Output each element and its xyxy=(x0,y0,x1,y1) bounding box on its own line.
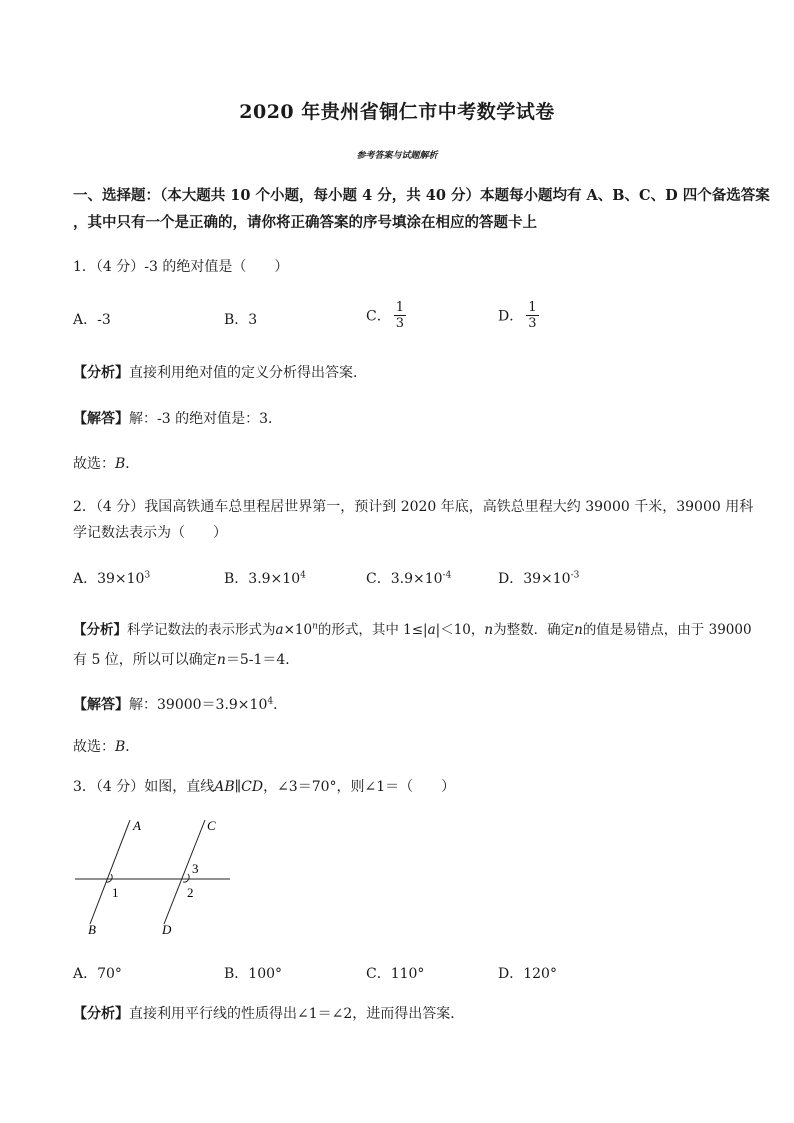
q2-analysis-line2-n: n xyxy=(216,652,226,668)
q1-option-c-fraction xyxy=(394,300,406,331)
q2-analysis-line2-p1: 有 5 位，所以可以确定 xyxy=(73,652,217,668)
q1-option-c-numerator: 1 xyxy=(395,300,404,315)
q2-option-b xyxy=(224,568,306,588)
q2-option-d-base: D．39×10 xyxy=(498,571,571,587)
q2-option-c-exp: -4 xyxy=(442,570,452,581)
line-cd xyxy=(164,820,205,924)
q2-analysis-x10: ×10 xyxy=(283,622,313,638)
q1-choice xyxy=(73,453,139,473)
q3-analysis-text: 直接利用平行线的性质得出∠1＝∠2，进而得出答案． xyxy=(129,1006,465,1022)
q1-choice-letter: B xyxy=(115,456,126,472)
q2-analysis-n-exp: n xyxy=(312,621,318,632)
q1-option-d-numerator: 1 xyxy=(528,300,537,315)
q3-stem-p1: 3．（4 分）如图，直线 xyxy=(73,779,215,795)
q2-analysis-p3: |＜10， xyxy=(435,622,485,638)
q2-analysis-tag: 【分析】 xyxy=(73,622,127,638)
figure-label-d: D xyxy=(162,922,172,937)
q2-stem-line2: 学记数法表示为（ ） xyxy=(73,525,227,541)
q2-choice-prefix: 故选： xyxy=(73,739,115,755)
q1-choice-suffix: ． xyxy=(125,456,140,472)
q2-analysis-a2: a xyxy=(427,622,436,638)
q1-option-c xyxy=(366,300,406,331)
q3-stem-p2: ，∠3＝70°，则∠1＝（ ） xyxy=(263,779,456,795)
figure-label-3: 3 xyxy=(192,861,199,876)
figure-label-a: A xyxy=(133,818,141,833)
q2-analysis-p4: 为整数．确定 xyxy=(493,622,575,638)
q2-choice-letter: B xyxy=(115,739,126,755)
q1-choice-prefix: 故选： xyxy=(73,456,115,472)
q2-analysis-n2: n xyxy=(574,622,583,638)
q1-stem: 1．（4 分）-3 的绝对值是（ ） xyxy=(73,259,289,275)
q2-option-c-base: C．3.9×10 xyxy=(366,571,443,587)
q1-option-b: B．3 xyxy=(224,312,258,328)
q1-solution xyxy=(73,408,282,428)
q3-stem-ab: AB xyxy=(214,779,235,795)
q2-analysis-line2-p2: ＝5-1＝4． xyxy=(225,652,300,668)
section-heading-line2: ，其中只有一个是正确的，请你将正确答案的序号填涂在相应的答题卡上 xyxy=(73,214,537,231)
q2-option-d-exp: -3 xyxy=(570,570,580,581)
q2-analysis-line1 xyxy=(73,618,752,638)
q2-choice xyxy=(73,736,139,756)
q3-option-a: A．70° xyxy=(73,966,122,982)
q3-stem-parallel: ∥ xyxy=(234,779,242,795)
q3-option-d: D．120° xyxy=(498,966,557,982)
q1-solution-tag: 【解答】 xyxy=(73,411,129,427)
q2-solution-end: ． xyxy=(273,697,288,713)
q2-analysis-a: a xyxy=(275,622,284,638)
q2-option-a-exp: 3 xyxy=(144,570,151,581)
q2-analysis-p5: 的值是易错点，由于 39000 xyxy=(582,622,752,638)
figure-label-b: B xyxy=(88,922,96,937)
figure-label-c: C xyxy=(207,818,216,833)
q3-option-b: B．100° xyxy=(224,966,283,982)
line-ab xyxy=(90,820,130,924)
q2-solution xyxy=(73,694,287,714)
section-heading-line1: 一、选择题：（本大题共 10 个小题，每小题 4 分，共 40 分）本题每小题均有 A、B、C、D 四个备选答案 xyxy=(73,187,770,204)
q2-analysis-n: n xyxy=(484,622,494,638)
q1-analysis-tag: 【分析】 xyxy=(73,365,129,381)
q1-option-d-label: D． xyxy=(498,308,524,325)
q1-option-a: A．-3 xyxy=(73,312,111,328)
q1-option-d-fraction xyxy=(526,300,538,331)
q2-option-a xyxy=(73,568,150,588)
q3-stem-cd: CD xyxy=(241,779,264,795)
q3-stem xyxy=(73,776,455,796)
page-title: 2020 年贵州省铜仁市中考数学试卷 xyxy=(239,101,555,123)
q2-solution-exp: 4 xyxy=(267,696,274,707)
angle-2-arc xyxy=(183,874,189,882)
q2-option-a-base: A．39×10 xyxy=(73,571,145,587)
q2-option-b-exp: 4 xyxy=(300,570,306,581)
q1-analysis xyxy=(73,362,367,382)
q2-option-b-base: B．3.9×10 xyxy=(224,571,301,587)
q3-analysis-tag: 【分析】 xyxy=(73,1006,129,1022)
q1-analysis-text: 直接利用绝对值的定义分析得出答案． xyxy=(129,365,367,381)
q1-option-d xyxy=(498,300,539,331)
page-subtitle: 参考答案与试题解析 xyxy=(356,151,438,161)
q1-solution-text: 解：-3 的绝对值是：3． xyxy=(129,411,282,427)
q2-option-d xyxy=(498,568,579,588)
q2-solution-base: 解：39000＝3.9×10 xyxy=(129,697,268,713)
figure-label-2: 2 xyxy=(187,885,194,900)
q3-option-c: C．110° xyxy=(366,966,425,982)
q2-choice-suffix: ． xyxy=(125,739,140,755)
q2-stem-line1: 2．（4 分）我国高铁通车总里程居世界第一，预计到 2020 年底，高铁总里程大约 39000 千米，39000 用科 xyxy=(73,499,754,515)
q1-option-c-label: C． xyxy=(366,308,391,325)
figure-label-1: 1 xyxy=(112,885,119,900)
q2-analysis-line2 xyxy=(73,649,299,669)
q2-solution-tag: 【解答】 xyxy=(73,697,129,713)
q1-option-d-denominator: 3 xyxy=(528,316,537,331)
q2-analysis-p2: 的形式，其中 1≤| xyxy=(317,622,428,638)
q3-analysis xyxy=(73,1003,464,1023)
parallel-lines-figure xyxy=(70,812,240,942)
q2-analysis-p1: 科学记数法的表示形式为 xyxy=(127,622,276,638)
q2-option-c xyxy=(366,568,451,588)
q1-option-c-denominator: 3 xyxy=(395,316,404,331)
